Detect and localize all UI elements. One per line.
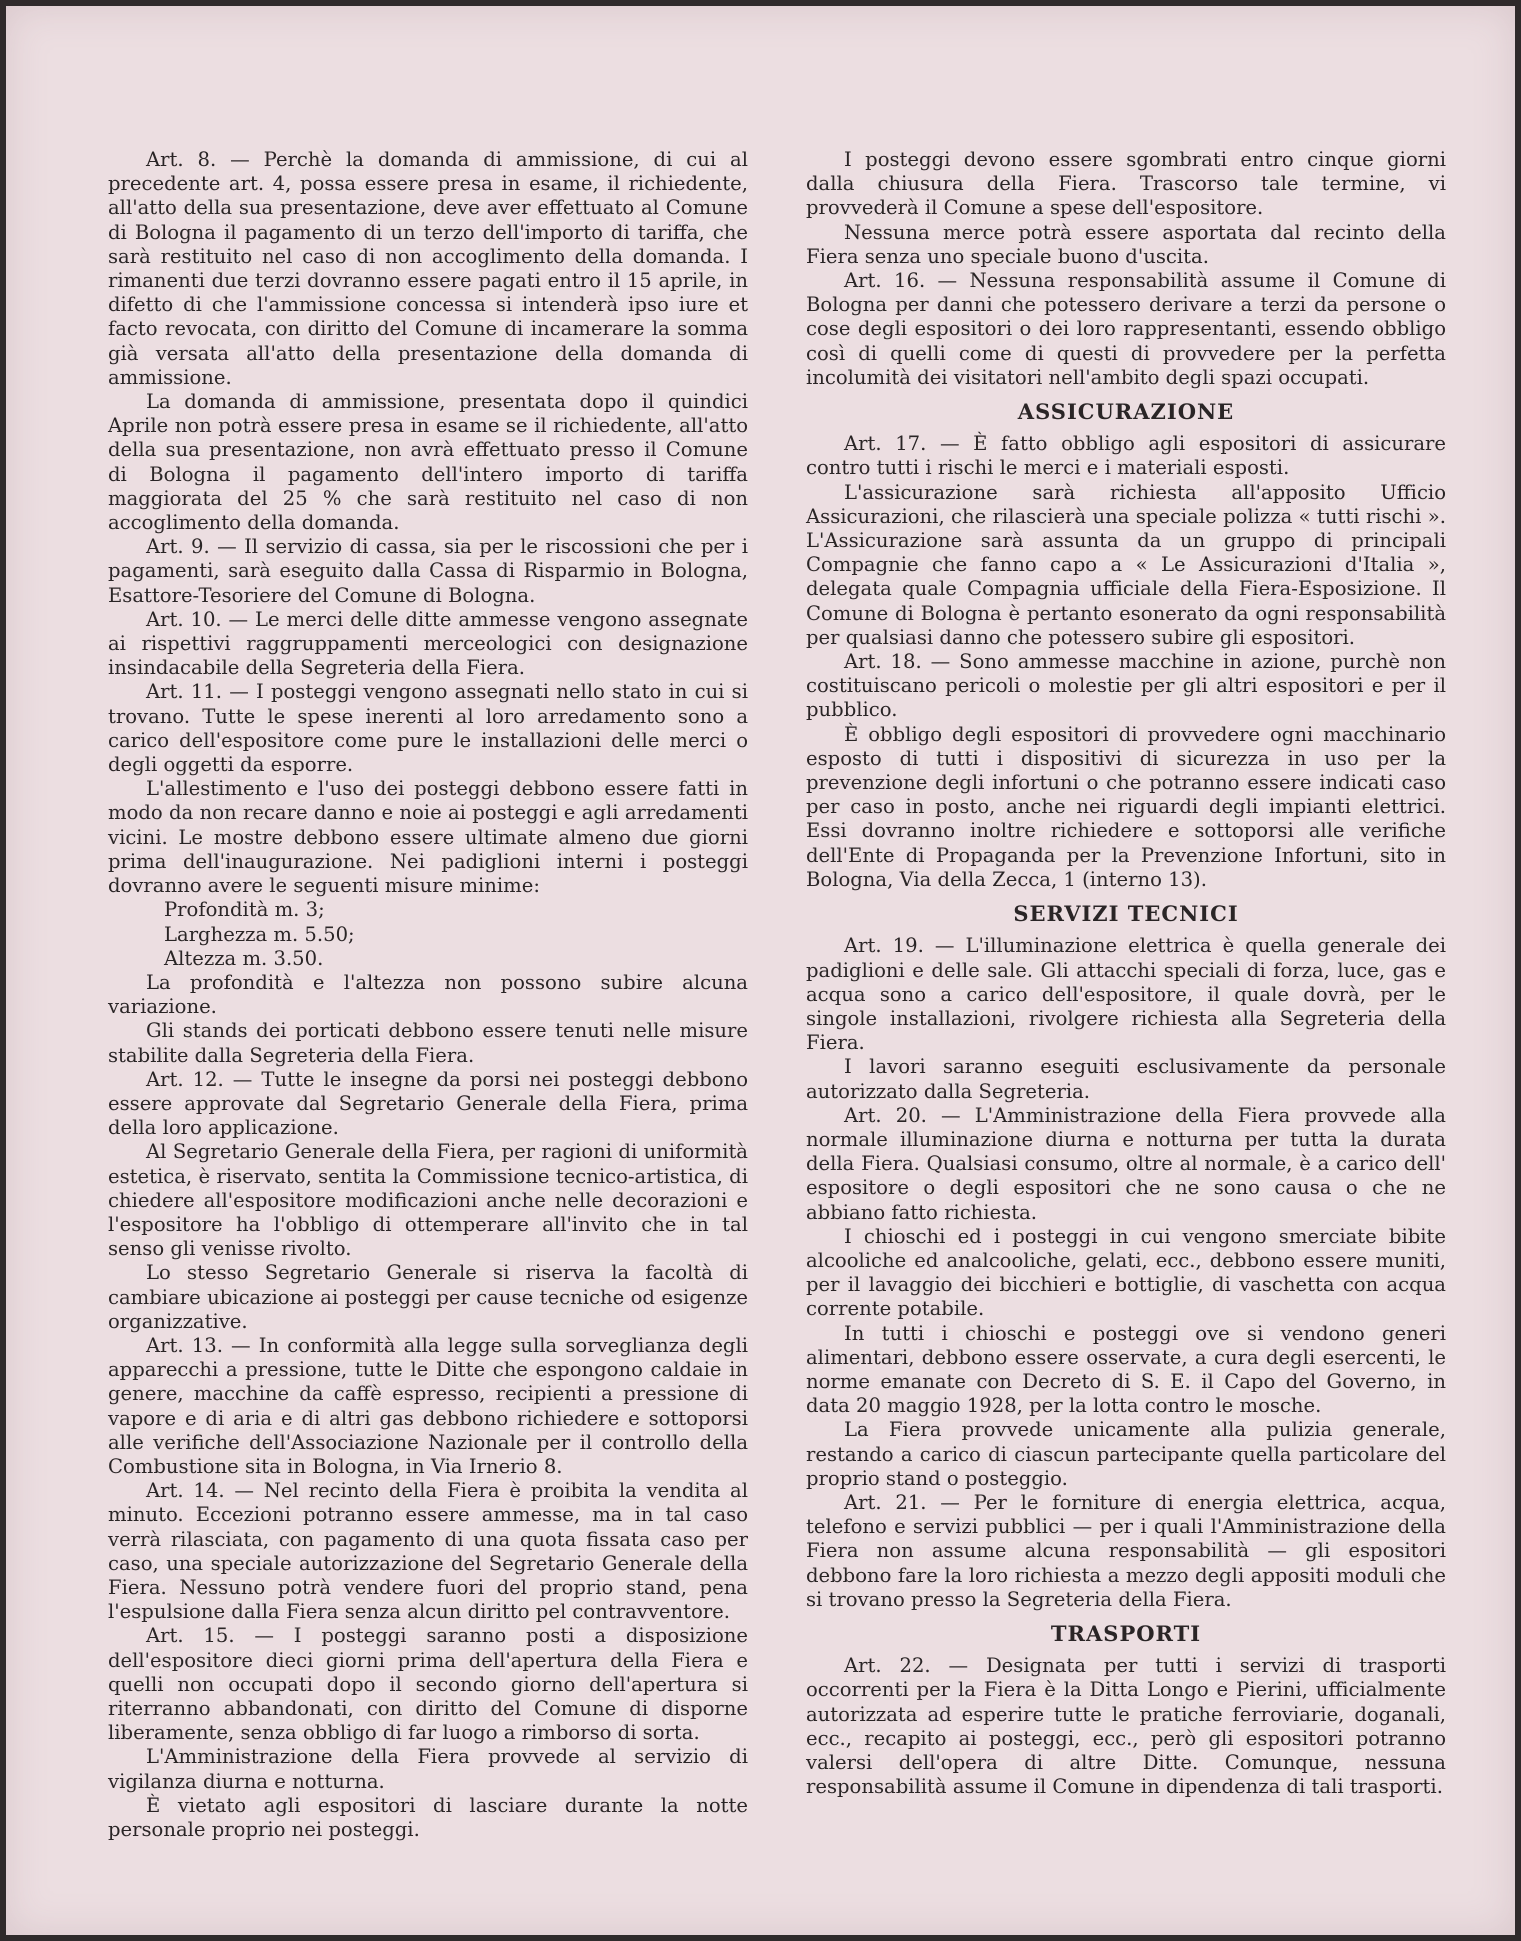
left-column (108, 148, 748, 1842)
paragraph-art19: Art. 19. — L'illuminazione elettrica è quella generale dei padiglioni e delle sale. Gli attacchi speciali di forza, luce, gas e acqua sono a carico dell'espositore, il quale dovrà, per le singole installazioni, rivolgere richiesta alla Segreteria della Fiera. (806, 934, 1446, 1055)
measure-width: Larghezza m. 5.50; (164, 922, 355, 946)
paragraph-art9: Art. 9. — Il servizio di cassa, sia per le riscossioni che per i pagamenti, sarà eseguito dalla Cassa di Risparmio in Bologna, Esattore-Tesoriere del Comune di Bologna. (108, 535, 748, 607)
paragraph-art20: Art. 20. — L'Amministrazione della Fiera provvede alla normale illuminazione diurna e notturna per tutta la durata della Fiera. Qualsiasi consumo, oltre al normale, è a carico dell' espositore o degli espositori che ne sono causa o che ne abbiano fatto richiesta. (806, 1103, 1446, 1224)
paragraph-art13: Art. 13. — In conformità alla legge sulla sorveglianza degli apparecchi a pressione, tutte le Ditte che espongono caldaie in genere, macchine da caffè espresso, recipienti a pressione di vapore e di aria e di altri gas debbono richiedere e sottoporsi alle verifiche dell'Associazione Nazionale per il controllo della Combustione sita in Bologna, in Via Irnerio 8. (108, 1333, 748, 1478)
paragraph-art11: Art. 11. — I posteggi vengono assegnati nello stato in cui si trovano. Tutte le spese inerenti al loro arredamento sono a carico dell'espositore come pure le installazioni delle merci o degli oggetti da esporre. (108, 680, 748, 777)
paragraph-art20-pulizia: La Fiera provvede unicamente alla pulizia generale, restando a carico di ciascun partecipante quella particolare del proprio stand o posteggio. (806, 1418, 1446, 1490)
paragraph-art16: Art. 16. — Nessuna responsabilità assume il Comune di Bologna per danni che potessero derivare a terzi da persone o cose degli espositori o dei loro rappresentanti, essendo obbligo così di quelli come di questi di provvedere per la perfetta incolumità dei visitatori nell'ambito degli spazi occupati. (806, 269, 1446, 389)
paragraph-art10: Art. 10. — Le merci delle ditte ammesse vengono assegnate ai rispettivi raggruppamenti merceologici con designazione insindacabile della Segreteria della Fiera. (108, 607, 748, 680)
paragraph-art22: Art. 22. — Designata per tutti i servizi di trasporti occorrenti per la Fiera è la Ditta Longo e Pierini, ufficialmente autorizzata ad esperire tutte le pratiche ferroviarie, doganali, ecc., recapito ai posteggi, ecc., però gli espositori potranno valersi dell'opera di altre Ditte. Comunque, nessuna responsabilità assume il Comune in dipendenza di tali trasporti. (806, 1654, 1446, 1799)
heading-assicurazione: ASSICURAZIONE (1017, 399, 1235, 425)
paragraph-art17-polizza: L'assicurazione sarà richiesta all'apposito Ufficio Assicurazioni, che rilascierà una speciale polizza « tutti rischi ». L'Assicurazione sarà assunta da un gruppo di principali Compagnie che fanno capo a « Le Assicurazioni d'Italia », delegata quale Compagnia ufficiale della Fiera-Esposizione. Il Comune di Bologna è pertanto esonerato da ogni responsabilità per qualsiasi danno che potessero subire gli espositori. (806, 480, 1446, 649)
paragraph-art14: Art. 14. — Nel recinto della Fiera è proibita la vendita al minuto. Eccezioni potranno essere ammesse, ma in tal caso verrà rilasciata, con pagamento di una quota fissata caso per caso, una speciale autorizzazione del Segretario Generale della Fiera. Nessuno potrà vendere fuori del proprio stand, pena l'espulsione dalla Fiera senza alcun diritto pel contravventore. (108, 1479, 748, 1624)
paragraph-art19-lavori: I lavori saranno eseguiti esclusivamente da personale autorizzato dalla Segreteria. (806, 1055, 1446, 1103)
paragraph-art11-stands: Gli stands dei porticati debbono essere tenuti nelle misure stabilite dalla Segreteria della Fiera. (108, 1019, 748, 1067)
paragraph-art17: Art. 17. — È fatto obbligo agli espositori di assicurare contro tutti i rischi le merci e i materiali esposti. (806, 432, 1446, 480)
paragraph-art15-vigilanza: L'Amministrazione della Fiera provvede al servizio di vigilanza diurna e notturna. (108, 1745, 748, 1793)
paragraph-art12: Art. 12. — Tutte le insegne da porsi nei posteggi debbono essere approvate dal Segretario Generale della Fiera, prima della loro applicazione. (108, 1067, 748, 1140)
paragraph-art12-estetica: Al Segretario Generale della Fiera, per ragioni di uniformità estetica, è riservato, sentita la Commissione tecnico-artistica, di chiedere all'espositore modificazioni anche nelle decorazioni e l'espositore ha l'obbligo di ottemperare all'invito che in tal senso gli venisse rivolto. (108, 1140, 748, 1261)
paragraph-art8-late: La domanda di ammissione, presentata dopo il quindici Aprile non potrà essere presa in esame se il richiedente, all'atto della sua presentazione, non avrà effettuato presso il Comune di Bologna il pagamento dell'intero importo di tariffa maggiorata del 25 % che sarà restituito nel caso di non accoglimento della domanda. (108, 390, 748, 535)
paragraph-art21: Art. 21. — Per le forniture di energia elettrica, acqua, telefono e servizi pubblici — per i quali l'Amministrazione della Fiera non assume alcuna responsabilità — gli espositori debbono fare la loro richiesta a mezzo degli appositi moduli che si trovano presso la Segreteria della Fiera. (806, 1490, 1446, 1611)
paragraph-art20-mosche: In tutti i chioschi e posteggi ove si vendono generi alimentari, debbono essere osservate, a cura degli esercenti, le norme emanate con Decreto di S. E. il Capo del Governo, in data 20 maggio 1928, per la lotta contro le mosche. (806, 1321, 1446, 1418)
paragraph-buono-uscita: Nessuna merce potrà essere asportata dal recinto della Fiera senza uno speciale buono d'uscita. (806, 220, 1446, 268)
paragraph-art18: Art. 18. — Sono ammesse macchine in azione, purchè non costituiscano pericoli o molestie per gli altri espositori e per il pubblico. (806, 650, 1446, 722)
paragraph-art12-ubicazione: Lo stesso Segretario Generale si riserva la facoltà di cambiare ubicazione ai posteggi per cause tecniche od esigenze organizzative. (108, 1261, 748, 1333)
paragraph-art11-variazione: La profondità e l'altezza non possono subire alcuna variazione. (108, 970, 748, 1019)
document-page (6, 6, 1515, 1935)
heading-servizi-tecnici: SERVIZI TECNICI (1013, 901, 1239, 927)
paragraph-art11-allestimento: L'allestimento e l'uso dei posteggi debbono essere fatti in modo da non recare danno e noie ai posteggi e agli arredamenti vicini. Le mostre debbono essere ultimate almeno due giorni prima dell'inaugurazione. Nei padiglioni interni i posteggi dovranno avere le seguenti misure minime: (108, 777, 748, 898)
measure-depth: Profondità m. 3; (164, 898, 325, 922)
paragraph-art15: Art. 15. — I posteggi saranno posti a disposizione dell'espositore dieci giorni prima dell'apertura della Fiera e quelli non occupati dopo il secondo giorno dell'apertura si riterranno abbandonati, con diritto del Comune di disporne liberamente, senza obbligo di far luogo a rimborso di sorta. (108, 1624, 748, 1745)
paragraph-art15-notte: È vietato agli espositori di lasciare durante la notte personale proprio nei posteggi. (108, 1793, 748, 1842)
paragraph-art8: Art. 8. — Perchè la domanda di ammissione, di cui al precedente art. 4, possa essere presa in esame, il richiedente, all'atto della sua presentazione, deve aver effettuato al Comune di Bologna il pagamento di un terzo dell'importo di tariffa, che sarà restituito nel caso di non accoglimento della domanda. I rimanenti due terzi dovranno essere pagati entro il 15 aprile, in difetto di che l'ammissione concessa si intenderà ipso iure et facto revocata, con diritto del Comune di incamerare la somma già versata all'atto della presentazione della domanda di ammissione. (108, 148, 748, 389)
measure-height: Altezza m. 3.50. (164, 946, 324, 970)
paragraph-art18-sicurezza: È obbligo degli espositori di provvedere ogni macchinario esposto di tutti i dispositivi di sicurezza in uso per la prevenzione degli infortuni o che potranno essere indicati caso per caso in posto, anche nei riguardi degli impianti elettrici. Essi dovranno inoltre richiedere e sottoporsi alle verifiche dell'Ente di Propaganda per la Prevenzione Infortuni, sito in Bologna, Via della Zecca, 1 (interno 13). (806, 722, 1446, 891)
paragraph-sgombero: I posteggi devono essere sgombrati entro cinque giorni dalla chiusura della Fiera. Trascorso tale termine, vi provvederà il Comune a spese dell'espositore. (806, 148, 1446, 220)
heading-trasporti: TRASPORTI (1050, 1620, 1202, 1646)
paragraph-art20-chioschi: I chioschi ed i posteggi in cui vengono smerciate bibite alcooliche ed analcooliche, gelati, ecc., debbono essere muniti, per il lavaggio dei bicchieri e bottiglie, di vaschetta con acqua corrente potabile. (806, 1224, 1446, 1321)
right-column (806, 148, 1446, 1799)
